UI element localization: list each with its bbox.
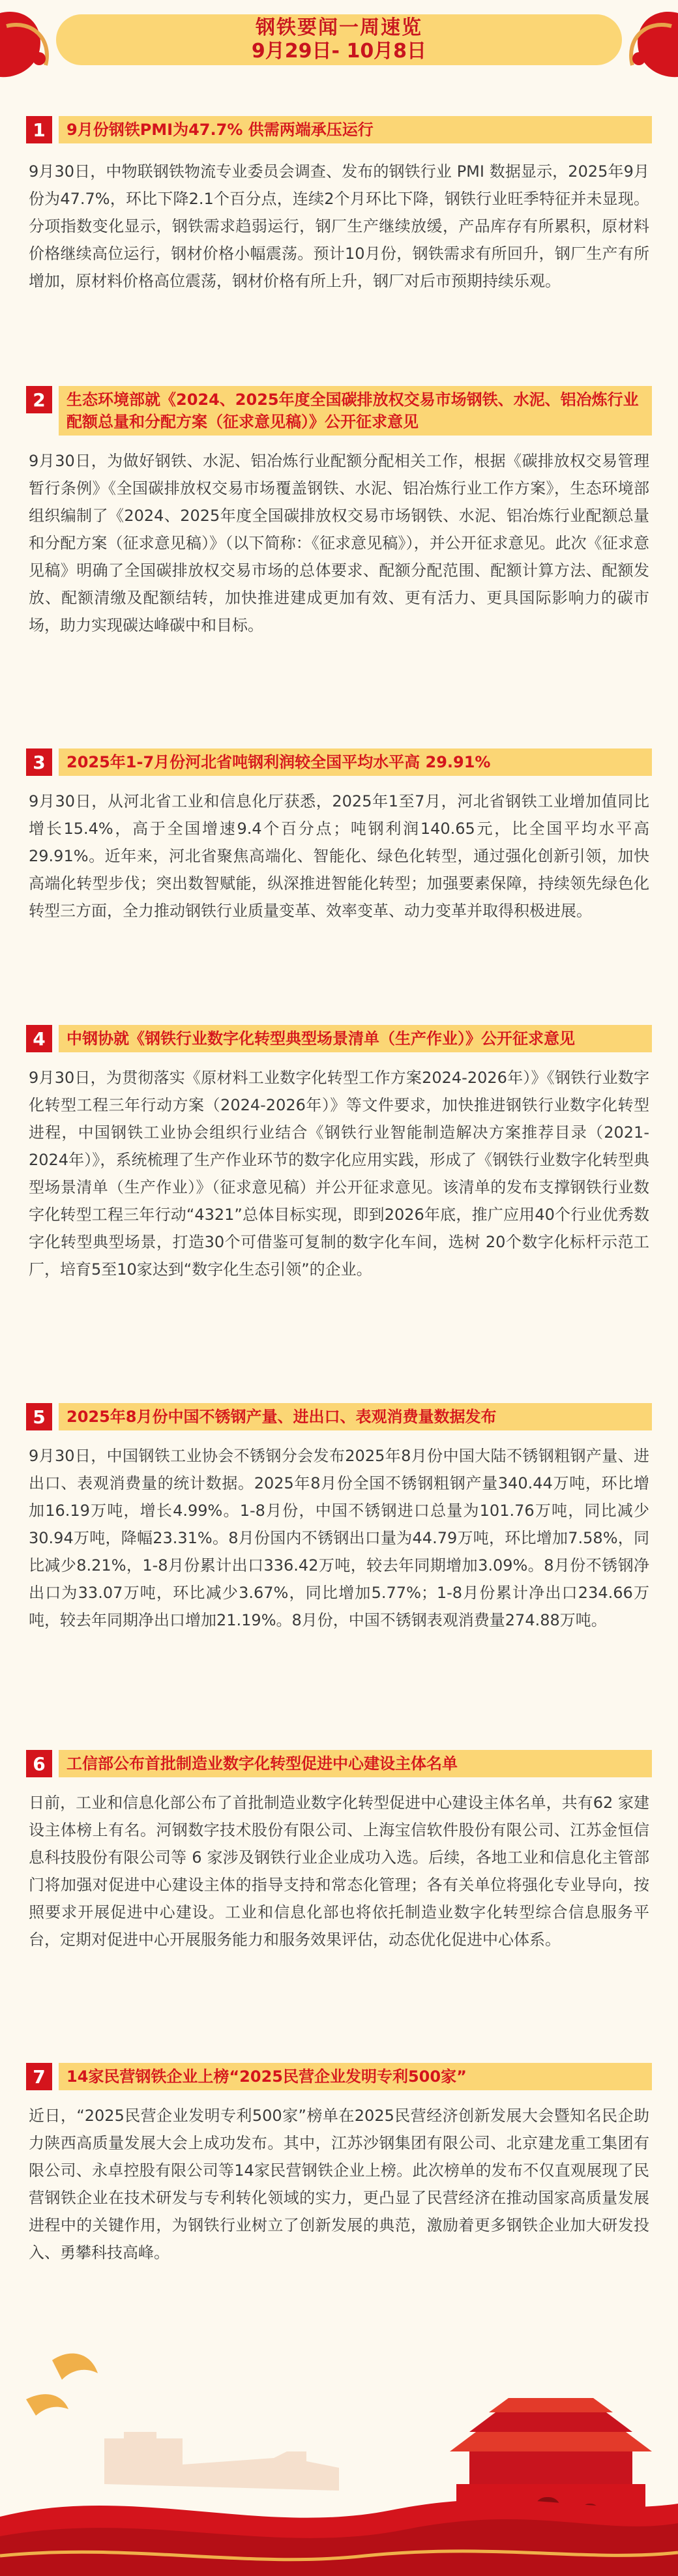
page-title: 钢铁要闻一周速览 bbox=[256, 16, 422, 39]
news-number: 1 bbox=[26, 116, 52, 143]
news-body: 9月30日，中物联钢铁物流专业委员会调查、发布的钢铁行业 PMI 数据显示，2025年9月份为47.7%，环比下降2.1个百分点，连续2个月环比下降，钢铁行业旺季特征并未显现。分项指数变化显示，钢铁需求趋弱运行，钢厂生产继续放缓，产品库存有所累积，原材料价格继续高位运行，钢材价格小幅震荡。预计10月份，钢铁需求有所回升，钢厂生产有所增加，原材料价格高位震荡，钢材价格有所上升，钢厂对后市预期持续乐观。 bbox=[29, 162, 649, 290]
footer-decoration bbox=[0, 2321, 678, 2576]
news-head bbox=[26, 1025, 652, 1052]
news-title: 2025年8月份中国不锈钢产量、进出口、表观消费量数据发布 bbox=[59, 1403, 652, 1430]
news-item-2 bbox=[26, 386, 652, 639]
news-number: 3 bbox=[26, 748, 52, 776]
news-body: 近日，“2025民营企业发明专利500家”榜单在2025民营经济创新发展大会暨知名民企助力陕西高质量发展大会上成功发布。其中，江苏沙钢集团有限公司、北京建龙重工集团有限公司、永卓控股有限公司等14家民营钢铁企业上榜。此次榜单的发布不仅直观展现了民营钢铁企业在技术研发与专利转化领域的实力，更凸显了民营经济在推动国家高质量发展进程中的关键作用，为钢铁行业树立了创新发展的典范，激励着更多钢铁企业加大研发投入、勇攀科技高峰。 bbox=[29, 2107, 649, 2262]
news-item-6 bbox=[26, 1750, 652, 1953]
news-number: 4 bbox=[26, 1025, 52, 1052]
news-title: 14家民营钢铁企业上榜“2025民营企业发明专利500家” bbox=[59, 2063, 652, 2090]
news-head bbox=[26, 1750, 652, 1777]
news-title: 2025年1-7月份河北省吨钢利润较全国平均水平高 29.91% bbox=[59, 748, 652, 776]
news-body: 9月30日，中国钢铁工业协会不锈钢分会发布2025年8月份中国大陆不锈钢粗钢产量、进出口、表观消费量的统计数据。2025年8月份全国不锈钢粗钢产量340.44万吨，环比增加16.19万吨，增长4.99%。1-8月份，中国不锈钢进口总量为101.76万吨，同比减少30.94万吨，降幅23.31%。8月份国内不锈钢出口量为44.79万吨，环比增加7.58%，同比减少8.21%，1-8月份累计出口336.42万吨，较去年同期增加3.09%。8月份不锈钢净出口为33.07万吨，环比减少3.67%，同比增加5.77%；1-8月份累计净出口234.66万吨，较去年同期净出口增加21.19%。8月份，中国不锈钢表观消费量274.88万吨。 bbox=[29, 1447, 649, 1629]
news-head bbox=[26, 116, 652, 143]
news-number: 7 bbox=[26, 2063, 52, 2090]
news-body: 9月30日，从河北省工业和信息化厅获悉，2025年1至7月，河北省钢铁工业增加值同比增长15.4%，高于全国增速9.4个百分点；吨钢利润140.65元，比全国平均水平高29.91%。近年来，河北省聚焦高端化、智能化、绿色化转型，通过强化创新引领，加快高端化转型步伐；突出数智赋能，纵深推进智能化转型；加强要素保障，持续领先绿色化转型三方面，全力推动钢铁行业质量变革、效率变革、动力变革并取得积极进展。 bbox=[29, 792, 649, 920]
news-head bbox=[26, 1403, 652, 1430]
news-title: 9月份钢铁PMI为47.7% 供需两端承压运行 bbox=[59, 116, 652, 143]
news-body: 9月30日，为做好钢铁、水泥、铝冶炼行业配额分配相关工作，根据《碳排放权交易管理暂行条例》《全国碳排放权交易市场覆盖钢铁、水泥、铝冶炼行业工作方案》，生态环境部组织编制了《2024、2025年度全国碳排放权交易市场钢铁、水泥、铝冶炼行业配额总量和分配方案（征求意见稿）》（以下简称：《征求意见稿》），并公开征求意见。此次《征求意见稿》明确了全国碳排放权交易市场的总体要求、配额分配范围、配额计算方法、配额发放、配额清缴及配额结转，加快推进建成更加有效、更有活力、更具国际影响力的碳市场，助力实现碳达峰碳中和目标。 bbox=[29, 452, 649, 634]
news-title: 中钢协就《钢铁行业数字化转型典型场景清单（生产作业）》公开征求意见 bbox=[59, 1025, 652, 1052]
tiananmen-illustration-icon bbox=[0, 2321, 678, 2576]
header-banner bbox=[56, 14, 622, 65]
news-head bbox=[26, 2063, 652, 2090]
news-title: 工信部公布首批制造业数字化转型促进中心建设主体名单 bbox=[59, 1750, 652, 1777]
news-item-1 bbox=[26, 116, 652, 295]
news-number: 6 bbox=[26, 1750, 52, 1777]
header bbox=[0, 0, 678, 91]
news-item-4 bbox=[26, 1025, 652, 1283]
news-title: 生态环境部就《2024、2025年度全国碳排放权交易市场钢铁、水泥、铝冶炼行业配额总量和分配方案（征求意见稿）》公开征求意见 bbox=[59, 386, 652, 436]
news-item-3 bbox=[26, 748, 652, 925]
news-number: 2 bbox=[26, 386, 52, 413]
news-number: 5 bbox=[26, 1403, 52, 1430]
news-body: 9月30日，为贯彻落实《原材料工业数字化转型工作方案2024-2026年）》《钢铁行业数字化转型工程三年行动方案（2024-2026年）》等文件要求，加快推进钢铁行业数字化转型进程，中国钢铁工业协会组织行业结合《钢铁行业智能制造解决方案推荐目录（2021-2024年）》，系统梳理了生产作业环节的数字化应用实践，形成了《钢铁行业数字化转型典型场景清单（生产作业）》（征求意见稿）并公开征求意见。该清单的发布支撑钢铁行业数字化转型工程三年行动“4321”总体目标实现，即到2026年底，推广应用40个行业优秀数字化转型典型场景，打造30个可借鉴可复制的数字化车间，选树 20个数字化标杆示范工厂，培育5至10家达到“数字化生态引领”的企业。 bbox=[29, 1069, 649, 1279]
date-range: 9月29日- 10月8日 bbox=[251, 40, 427, 63]
news-item-5 bbox=[26, 1403, 652, 1634]
news-item-7 bbox=[26, 2063, 652, 2266]
news-body: 日前，工业和信息化部公布了首批制造业数字化转型促进中心建设主体名单，共有62 家建设主体榜上有名。河钢数字技术股份有限公司、上海宝信软件股份有限公司、江苏金恒信息科技股份有限公司等 6 家涉及钢铁行业企业成功入选。后续，各地工业和信息化主管部门将加强对促进中心建设主体的指导支持和常态化管理；各有关单位将强化专业导向，按照要求开展促进中心建设。工业和信息化部也将依托制造业数字化转型综合信息服务平台，定期对促进中心开展服务能力和服务效果评估，动态优化促进中心体系。 bbox=[29, 1794, 649, 1949]
news-head bbox=[26, 748, 652, 776]
news-head bbox=[26, 386, 652, 436]
